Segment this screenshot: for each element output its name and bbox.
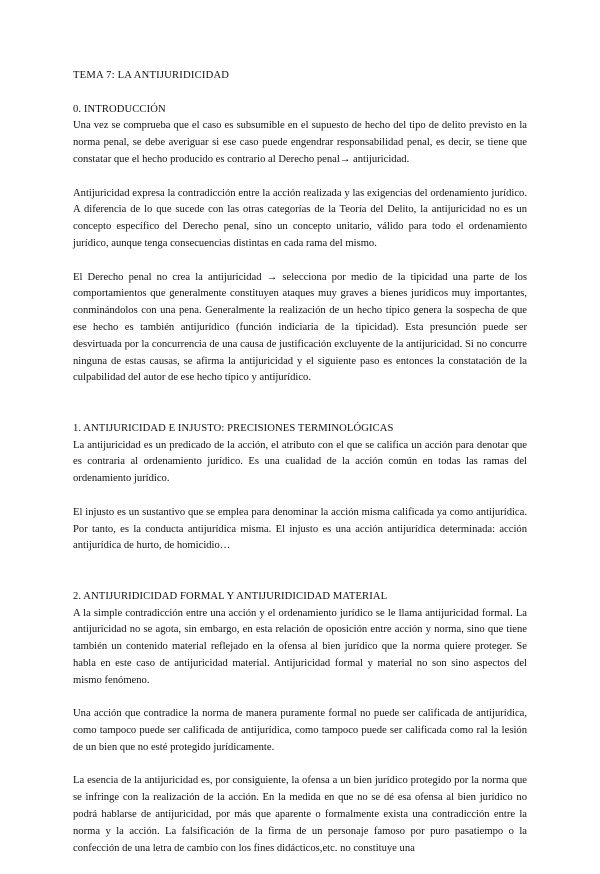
document-title: TEMA 7: LA ANTIJURIDICIDAD	[73, 70, 230, 81]
paragraph: El injusto es un sustantivo que se emplea para denominar la acción misma calificada ya como antijurídica. Por tanto, es la conducta antijurídica misma. El injusto es una acción antijurídica determinada: acción antijurídica de hurto, de homicidio…	[73, 506, 527, 552]
section-heading: 1. ANTIJURICIDAD E INJUSTO: PRECISIONES TERMINOLÓGICAS	[73, 422, 394, 434]
section-introduccion	[73, 102, 527, 388]
paragraph: El Derecho penal no crea la antijuricidad → selecciona por medio de la tipicidad una parte de los comportamientos que generalmente constituyen ataques muy graves a bienes jurídicos muy importantes, conminándolos con una pena. Generalmente la realización de un hecho típico genera la sospecha de que ese hecho es también antijurídico (función indiciaria de la tipicidad). Esta presunción puede ser desvirtuada por la concurrencia de una causa de justificación excluyente de la antijuricidad. Si no concurre ninguna de estas causas, se afirma la antijuricidad y el siguiente paso es entonces la constatación de la culpabilidad del autor de ese hecho típico y antijurídico.	[73, 271, 527, 384]
section-formal-material	[73, 589, 527, 858]
paragraph: A la simple contradicción entre una acción y el ordenamiento jurídico se le llama antijuricidad formal. La antijuricidad no se agota, sin embargo, en esta relación de oposición entre acción y norma, sino que tiene también un contenido material reflejado en la ofensa al bien jurídico que la norma quiere proteger. Se habla en este caso de antijuricidad material. Antijuricidad formal y material no son sino aspectos del mismo fenómeno.	[73, 607, 527, 686]
paragraph: La antijuricidad es un predicado de la acción, el atributo con el que se califica un acción para denotar que es contraria al ordenamiento jurídico. Es una cualidad de la acción común en todas las ramas del ordenamiento jurídico.	[73, 439, 527, 485]
paragraph: La esencia de la antijuricidad es, por consiguiente, la ofensa a un bien jurídico protegido por la norma que se infringe con la realización de la acción. En la medida en que no se dé esa ofensa al bien jurídico no podrá hablarse de antijuricidad, por más que aparente o formalmente exista una contradicción entre la norma y la acción. La falsificación de la firma de un personaje famoso por puro pasatiempo o la confección de una letra de cambio con los fines didácticos,etc. no constituye una	[73, 775, 527, 854]
document-page	[73, 68, 527, 874]
paragraph: Antijuricidad expresa la contradicción entre la acción realizada y las exigencias del ordenamiento jurídico. A diferencia de lo que sucede con las otras categorías de la Teoría del Delito, la antijuricidad no es un concepto específico del Derecho penal, sino un concepto unitario, válido para todo el ordenamiento jurídico, aunque tenga consecuencias distintas en cada rama del mismo.	[73, 187, 527, 249]
section-spacer	[73, 572, 527, 589]
section-heading: 0. INTRODUCCIÓN	[73, 103, 166, 115]
section-spacer	[73, 404, 527, 421]
section-antijuricidad-injusto	[73, 421, 527, 555]
paragraph: Una vez se comprueba que el caso es subsumible en el supuesto de hecho del tipo de delito previsto en la norma penal, se debe averiguar si ese caso puede engendrar responsabilidad penal, es decir, se tiene que constatar que el hecho producido es contrario al Derecho penal→ antijuricidad.	[73, 120, 527, 165]
section-heading: 2. ANTIJURIDICIDAD FORMAL Y ANTIJURIDICIDAD MATERIAL	[73, 590, 388, 602]
paragraph: Una acción que contradice la norma de manera puramente formal no puede ser calificada de antijurídica, como tampoco puede ser calificada de antijurídica, como tampoco puede ser calificada como ral la lesión de un bien que no esté protegido jurídicamente.	[73, 708, 527, 753]
